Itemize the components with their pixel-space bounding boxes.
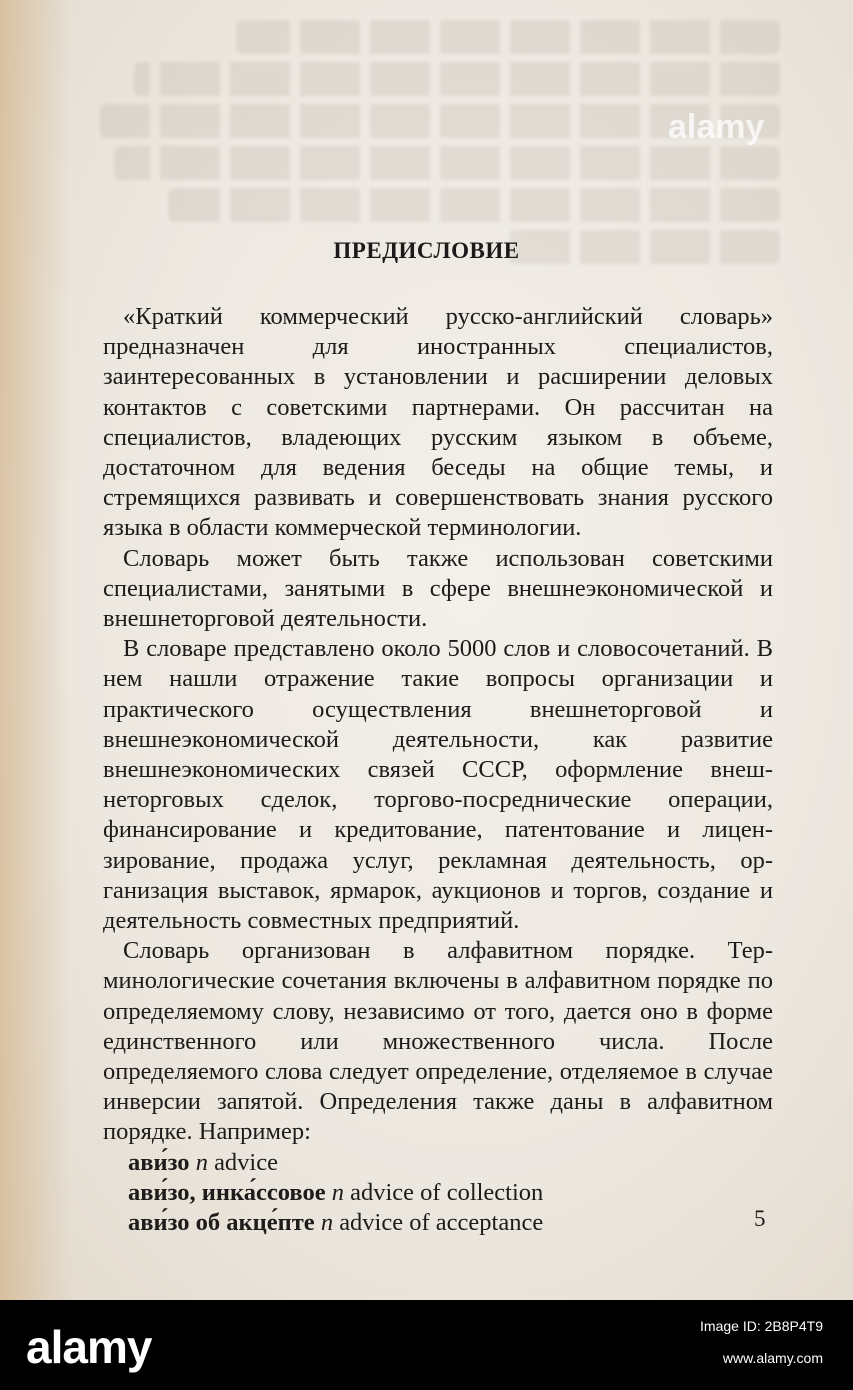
- page-number: 5: [754, 1206, 766, 1231]
- paragraph-1: «Краткий коммерческий русско-английский словарь» предназначен для иностранных специалистов, заинтересованных в установлении и расширении деловых контактов с советскими партнерами. Он рассчитан на специалистов, владеющих русским языком в объеме, достаточном для ведения беседы на общие темы, и стремящихся развивать и совершенствовать знания русского языка в области коммерческой терминологии.: [103, 303, 773, 542]
- dictionary-example: [103, 1208, 773, 1238]
- example-headword: ави́зо об акце́пте: [128, 1209, 315, 1237]
- example-pos: n: [195, 1148, 208, 1176]
- watermark-logo: alamy: [26, 1321, 152, 1373]
- example-pos: n: [331, 1178, 344, 1206]
- paragraph-3: В словаре представлено около 5000 слов и словосочетаний. В нем нашли отражение такие вопросы организации и практического осуществления внешнеторговой и внешнеэкономической деятельности, как развитие внешнеэкономических связей СССР, оформление внешнеторговых сделок, торгово-посреднические операции, финансирование и кредитование, патентование и лицензирование, продажа услуг, рекламная деятельность, организация выставок, ярмарок, аукционов и торгов, создание и деятельность совместных предприятий.: [103, 635, 773, 935]
- preface-body: [103, 302, 773, 1238]
- example-gloss: advice of acceptance: [339, 1209, 544, 1237]
- page-title: ПРЕДИСЛОВИЕ: [333, 238, 520, 263]
- example-pos: n: [320, 1209, 334, 1237]
- dictionary-example: [103, 1178, 773, 1208]
- paragraph-4: Словарь организован в алфавитном порядке. Терминологические сочетания включены в алфавитном порядке по определяемому слову, независимо от того, дается оно в форме единственного или множественного числа. После определяемого слова следует определение, отделяемое в случае инверсии запятой. Определения также даны в алфавитном порядке. Например:: [103, 937, 773, 1146]
- paragraph-2: Словарь может быть также использован советскими специалистами, занятыми в сфере внешнеэкономической и внешнеторговой деятельности.: [103, 544, 773, 633]
- watermark-image-id: Image ID: 2B8P4T9: [700, 1318, 823, 1334]
- example-gloss: advice of collection: [350, 1178, 544, 1206]
- watermark-footer: [0, 1300, 853, 1390]
- dictionary-example: [103, 1148, 773, 1178]
- example-gloss: advice: [214, 1148, 278, 1176]
- example-headword: ави́зо, инка́ссовое: [128, 1178, 326, 1206]
- example-headword: ави́зо: [128, 1148, 190, 1176]
- watermark-url: www.alamy.com: [722, 1350, 823, 1366]
- watermark-logo-overlay: alamy: [668, 108, 765, 146]
